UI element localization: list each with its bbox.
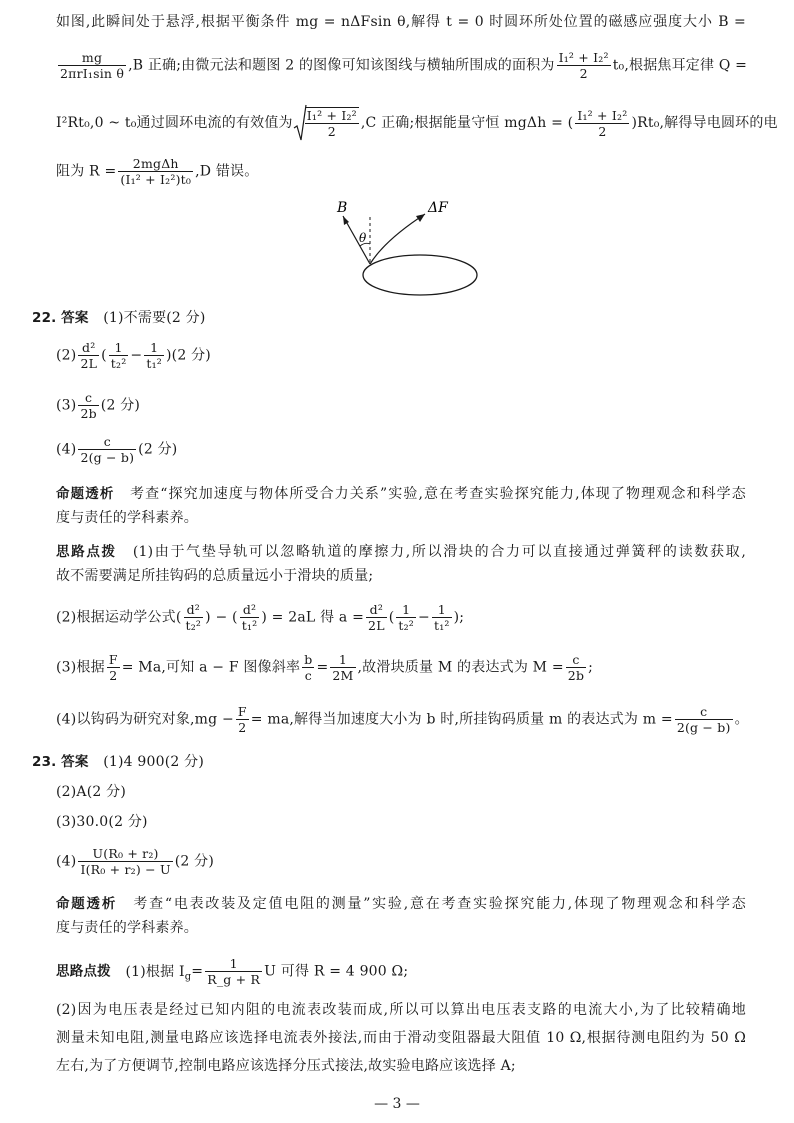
q23-analysis-text-1: 考查“电表改装及定值电阻的测量”实验,意在考查实验探究能力,体现了物理观念和科学态 — [133, 896, 746, 912]
q23-analysis-label: 命题透析 — [56, 896, 118, 912]
q23-h1-frac: $\frac{1}{R\_g + R}$ — [207, 956, 261, 987]
q21-line-1 — [56, 12, 746, 32]
q22-answer-1: (1)不需要(2 分) — [103, 310, 206, 326]
q23-answer-line-1 — [32, 752, 722, 772]
q22-answer-line-1 — [32, 308, 722, 328]
q21-text-8: ,D 错误。 — [195, 163, 259, 180]
q22-a2-frac-3: $\frac{1}{\text{t₁²}}$ — [146, 340, 163, 371]
q23-answer-label: 答案 — [61, 754, 89, 770]
page-number: — 3 — — [374, 1096, 420, 1112]
q22-analysis-line-1 — [56, 484, 746, 504]
label-dF: ΔF — [428, 200, 448, 216]
q23-a4-frac: $\frac{\text{U(R₀ + r₂)}}{\text{I(R₀ + r₂) − U}}$ — [80, 846, 171, 877]
q22-a4-frac: $\frac{c}{2(g - b)}$ — [80, 434, 135, 465]
q22-analysis-text-2: 度与责任的学科素养。 — [56, 510, 198, 526]
q22-h4-frac-1: $\frac{F}{2}$ — [237, 704, 247, 735]
q22-answer-line-4: (4) $\frac{c}{2(g - b)}$ (2 分) — [56, 434, 178, 465]
q22-hint-text-2: 故不需要满足所挂钩码的总质量远小于滑块的质量; — [56, 568, 374, 584]
q22-analysis-text-1: 考查“探究加速度与物体所受合力关系”实验,意在考查实验探究能力,体现了物理观念和科学态 — [130, 486, 746, 502]
q22-a3-frac: $\frac{c}{2b}$ — [80, 390, 97, 421]
fraction-rms: $\frac{\text{I₁² + I₂²}}{2}$ — [306, 108, 357, 139]
q21-text-7: 阻为 R = — [56, 163, 117, 180]
q22-answer-line-3: (3) $\frac{c}{2b}$ (2 分) — [56, 390, 141, 421]
q22-hint-line-3: (2)根据运动学公式( $\frac{\text{d²}}{\text{t₂²}}$ ) − ( $\frac{\text{d²}}{\text{t₁²}}$ ) = 2aL 得 a = $\frac{\text{d²}}{2L}$ ( $\frac{1}{\text{t₂²}}$ − $\frac{1}{\text{t₁²}}$ ); — [56, 602, 465, 633]
q23-hint-text-2: 测量未知电阻,测量电路应该选择电流表外接法,而由于滑动变阻器最大阻值 10 Ω,根据待测电阻约为 50 Ω — [56, 1030, 746, 1046]
q23-answer-line-4: (4) $\frac{\text{U(R₀ + r₂)}}{\text{I(R₀ + r₂) − U}}$ (2 分) — [56, 846, 214, 877]
q22-h2-frac-3: $\frac{\text{d²}}{2L}$ — [368, 602, 385, 633]
q23-answer-2: (2)A(2 分) — [56, 784, 127, 800]
q23-answer-line-3 — [56, 812, 746, 832]
q22-h2-frac-4: $\frac{1}{\text{t₂²}}$ — [398, 602, 415, 633]
q22-h2-frac-2: $\frac{\text{d²}}{\text{t₁²}}$ — [241, 602, 258, 633]
q23-hint-label: 思路点拨 — [56, 963, 111, 980]
q22-a2-frac-1: $\frac{\text{d²}}{2L}$ — [80, 340, 98, 371]
q23-analysis-text-2: 度与责任的学科素养。 — [56, 920, 198, 936]
q22-h2-frac-1: $\frac{\text{d²}}{\text{t₂²}}$ — [185, 602, 202, 633]
q22-h3-frac-1: $\frac{F}{2}$ — [108, 652, 118, 683]
q22-analysis-label: 命题透析 — [56, 486, 115, 502]
label-B: B — [337, 200, 348, 216]
q23-hint-text-3: 左右,为了方便调节,控制电路应该选择分压式接法,故实验电路应该选择 A; — [56, 1058, 516, 1074]
q21-text-4: I²Rt₀,0 ~ t₀通过圆环电流的有效值为 — [56, 115, 293, 131]
q22-h3-frac-3: $\frac{1}{2M}$ — [332, 652, 354, 683]
q22-hint-line-4: (3)根据 $\frac{F}{2}$ = Ma,可知 a − F 图像斜率 $\frac{b}{c}$ = $\frac{1}{2M}$ ,故滑块质量 M 的表达式为 M = $\frac{c}{2b}$ ; — [56, 652, 594, 683]
q22-a2-frac-2: $\frac{1}{\text{t₂²}}$ — [110, 340, 127, 371]
q21-text-5: ,C 正确;根据能量守恒 mgΔh = ( — [360, 115, 574, 131]
q23-hint-line-4 — [56, 1056, 746, 1076]
q23-hint-line-3 — [56, 1028, 746, 1048]
fraction-area: $\frac{\text{I₁² + I₂²}}{2}$ — [558, 50, 609, 81]
q22-hint-line-2 — [56, 566, 746, 586]
q22-h4-frac-2: $\frac{c}{2(g - b)}$ — [676, 704, 731, 735]
q22-h2-frac-5: $\frac{1}{\text{t₁²}}$ — [433, 602, 450, 633]
q23-hint-line-2 — [56, 1000, 746, 1020]
B-arrow-head — [343, 216, 349, 225]
q22-hint-text-1: (1)由于气垫导轨可以忽略轨道的摩擦力,所以滑块的合力可以直接通过弹簧秤的读数获取, — [132, 544, 746, 560]
q21-text-1: 如图,此瞬间处于悬浮,根据平衡条件 mg = nΔFsin θ,解得 t = 0 时圆环所处位置的磁感应强度大小 B = — [56, 14, 746, 30]
q23-number: 23. — [32, 754, 57, 770]
q23-answer-1: (1)4 900(2 分) — [103, 754, 205, 770]
fraction-energy: $\frac{\text{I₁² + I₂²}}{2}$ — [577, 107, 628, 139]
sqrt-rms — [293, 104, 361, 142]
q21-line-2 — [56, 50, 746, 81]
q22-hint-label: 思路点拨 — [56, 544, 117, 560]
q23-answer-line-2 — [56, 782, 746, 802]
q22-answer-label: 答案 — [61, 310, 89, 326]
q21-line-4 — [56, 156, 746, 187]
q23-hint-text-1: (2)因为电压表是经过已知内阻的电流表改装而成,所以可以算出电压表支路的电流大小,为了比较精确地 — [56, 1002, 746, 1018]
q22-hint-line-5: (4)以钩码为研究对象,mg − $\frac{F}{2}$ = ma,解得当加速度大小为 b 时,所挂钩码质量 m 的表达式为 m = $\frac{c}{2(g - b)}$ 。 — [56, 704, 749, 735]
q22-analysis-line-2 — [56, 508, 746, 528]
q22-h3-frac-4: $\frac{c}{2b}$ — [567, 652, 585, 683]
q22-number: 22. — [32, 310, 57, 326]
q23-analysis-line-2 — [56, 918, 746, 938]
q23-answer-3: (3)30.0(2 分) — [56, 814, 148, 830]
q21-text-2: ,B 正确;由微元法和题图 2 的图像可知该图线与横轴所围成的面积为 — [128, 57, 555, 74]
label-theta: θ — [359, 231, 367, 245]
q21-text-3: t₀,根据焦耳定律 Q = — [612, 57, 748, 74]
q21-text-6: )Rt₀,解得导电圆环的电 — [631, 115, 778, 131]
ring-force-diagram — [320, 192, 490, 302]
q23-hint-line-1: 思路点拨 (1)根据 $I_g=$ $\frac{1}{R\_g + R}$ U 可得 R = 4 900 Ω; — [56, 956, 409, 987]
q22-answer-line-2: (2) $\frac{\text{d²}}{2L}$ ( $\frac{1}{\text{t₂²}}$ − $\frac{1}{\text{t₁²}}$ )(2 分) — [56, 340, 211, 371]
fraction-B: $\frac{mg}{\text{2πrI₁sin θ}}$ — [60, 50, 125, 81]
q21-line-3 — [56, 104, 778, 142]
q22-h3-frac-2: $\frac{b}{c}$ — [304, 652, 313, 683]
ring-ellipse — [363, 255, 477, 295]
q22-hint-line-1 — [56, 542, 746, 562]
dF-arrow-head — [416, 214, 425, 222]
fraction-R: $\frac{\text{2mgΔh}}{\text{(I₁² + I₂²)t₀}}$ — [120, 156, 192, 187]
q23-analysis-line-1 — [56, 894, 746, 914]
